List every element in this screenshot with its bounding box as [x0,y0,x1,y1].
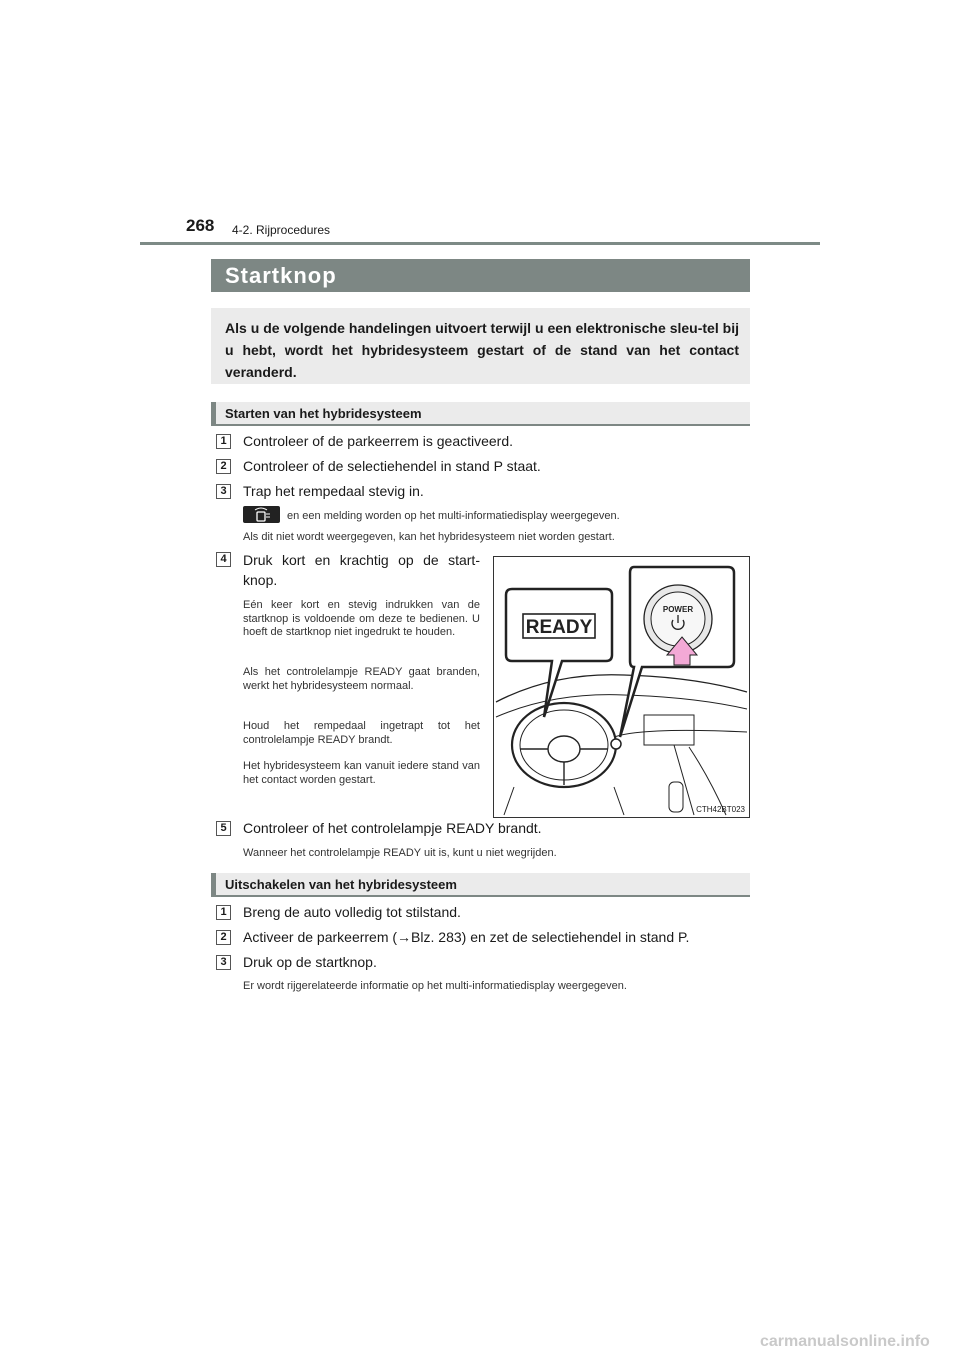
step4-note: Eén keer kort en stevig indrukken van de startknop is voldoende om deze te bedienen. U hoeft de startknop niet ingedrukt te houden. [243,599,480,638]
step-text: Trap het rempedaal stevig in. [243,483,424,499]
step4-note: Het hybridesysteem kan vanuit iedere stand van het contact worden gestart. [243,760,480,786]
watermark: carmanualsonline.info [760,1333,930,1350]
step-badge: 4 [216,552,231,567]
step5-note: Wanneer het controlelampje READY uit is, kunt u niet wegrijden. [243,847,557,859]
header-divider [140,242,820,245]
page-title: Startknop [211,259,750,292]
step-text: Druk op de startknop. [243,954,377,970]
stop-step3-note: Er wordt rijgerelateerde informatie op het multi-informatiedisplay weergegeven. [243,980,627,992]
step4-note: Houd het rempedaal ingetrapt tot het controlelampje READY brandt. [243,720,480,746]
step-text: Druk kort en krachtig op de start-knop. [243,552,480,588]
step-text: Controleer of het controlelampje READY brandt. [243,820,542,836]
step3-warning: Als dit niet wordt weergegeven, kan het hybridesysteem niet worden gestart. [243,531,615,543]
ready-label: READY [525,617,593,638]
step-badge: 5 [216,821,231,836]
step-badge: 2 [216,930,231,945]
step-text: Activeer de parkeerrem (→Blz. 283) en zet de selectiehendel in stand P. [243,929,690,945]
illustration-code: CTH42BT023 [696,805,745,814]
step-text: Controleer of de parkeerrem is geactiveerd. [243,433,514,449]
section-reference: 4-2. Rijprocedures [232,223,331,237]
step-text: Breng de auto volledig tot stilstand. [243,904,461,920]
page-number: 268 [186,216,215,235]
key-indicator-icon [243,506,280,523]
step-badge: 1 [216,434,231,449]
step3-note: en een melding worden op het multi-informatiedisplay weergegeven. [287,510,620,522]
intro-text: Als u de volgende handelingen uitvoert terwijl u een elektronische sleu-tel bij u hebt, wordt het hybridesysteem gestart of de stand van het contact veranderd. [211,308,750,384]
start-section-heading: Starten van het hybridesysteem [211,402,750,426]
step-badge: 1 [216,905,231,920]
dashboard-illustration [493,556,750,818]
step4-note: Als het controlelampje READY gaat branden, werkt het hybridesysteem normaal. [243,666,480,692]
step-badge: 2 [216,459,231,474]
step-badge: 3 [216,955,231,970]
step-badge: 3 [216,484,231,499]
power-label: POWER [662,605,694,614]
step-text: Controleer of de selectiehendel in stand P staat. [243,458,541,474]
stop-section-heading: Uitschakelen van het hybridesysteem [211,873,750,897]
